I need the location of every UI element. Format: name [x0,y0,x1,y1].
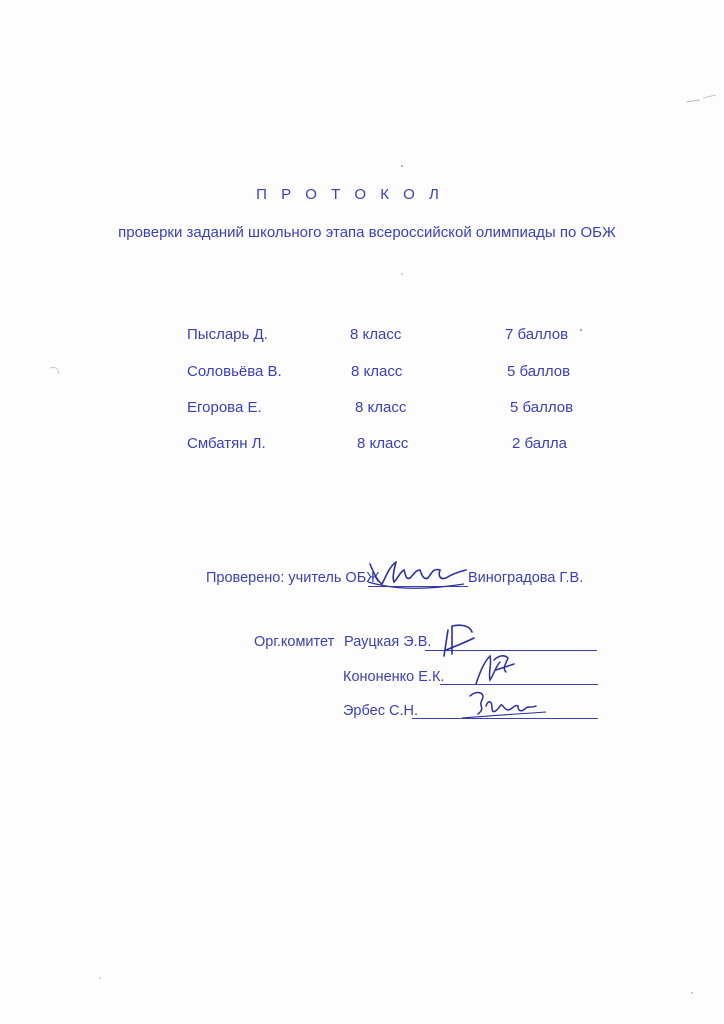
committee-member: Эрбес С.Н. [343,703,418,719]
committee-member: Кононенко Е.К. [343,669,445,685]
verification-label: Проверено: учитель ОБЖ [206,570,380,586]
student-score: 5 баллов [507,363,571,380]
result-row [0,363,724,383]
result-row [0,326,724,346]
result-row [0,435,724,455]
student-grade: 8 класс [355,399,407,416]
student-name: Смбатян Л. [187,435,266,452]
teacher-signature [366,556,470,594]
committee-member: Рауцкая Э.В. [344,634,432,650]
student-score: 2 балла [512,435,567,452]
student-grade: 8 класс [357,435,409,452]
student-grade: 8 класс [351,363,403,380]
member-signature [456,686,552,726]
student-score: 7 баллов [505,326,569,343]
committee-label: Орг.комитет [254,634,335,650]
result-row [0,399,724,419]
student-name: Соловьёва В. [187,363,282,380]
student-grade: 8 класс [350,326,402,343]
verifier-name: Виноградова Г.В. [468,570,584,586]
student-name: Пысларь Д. [187,326,268,343]
document-title: П Р О Т О К О Л [256,186,444,203]
student-name: Егорова Е. [187,399,262,416]
student-score: 5 баллов [510,399,574,416]
document-subtitle: проверки заданий школьного этапа всероссийской олимпиады по ОБЖ [118,224,616,241]
